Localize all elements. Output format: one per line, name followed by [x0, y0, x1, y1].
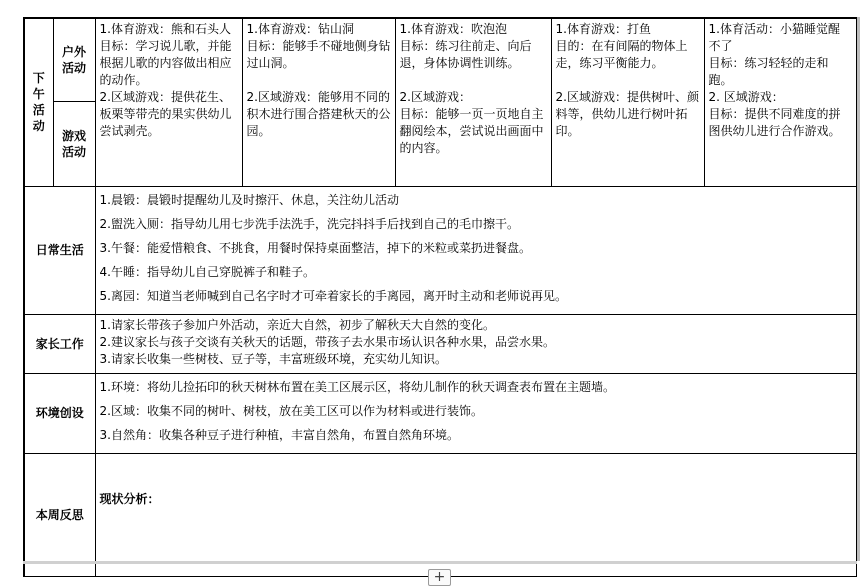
day3-line: 目标：能够一页一页地自主翻阅绘本，尝试说出画面中的内容。: [399, 107, 544, 155]
day3-line: [400, 72, 547, 89]
parent-work-content: [95, 314, 856, 373]
day5-line: 1.体育活动：小猫睡觉醒不了: [708, 22, 840, 53]
afternoon-day-3: [395, 18, 551, 186]
day3-line: 目标：练习往前走、向后退，身体协调性训练。: [399, 39, 532, 70]
parent-work-item: 3.请家长收集一些树枝、豆子等，丰富班级环境，充实幼儿知识。: [99, 351, 447, 366]
environment-item: 3.自然角：收集各种豆子进行种植，丰富自然角，布置自然角环境。: [99, 427, 459, 442]
day2-line: 目标：能够手不碰地侧身钻过山洞。: [246, 39, 391, 70]
add-row-button[interactable]: +: [428, 569, 451, 586]
page-edge-shadow: [857, 17, 860, 561]
afternoon-day-1: [95, 18, 242, 186]
day1-line: 2.区域游戏：提供花生、板栗等带壳的果实供幼儿尝试剥壳。: [99, 90, 232, 138]
parent-work-item: 2.建议家长与孩子交谈有关秋天的话题，带孩子去水果市场认识各种水果，品尝水果。: [99, 334, 555, 349]
day2-line: 1.体育游戏：钻山洞: [246, 22, 354, 36]
afternoon-activity-label: 下午活动: [24, 18, 53, 186]
day5-line: 目标：提供不同难度的拼图供幼儿进行合作游戏。: [708, 107, 841, 138]
day4-line: 1.体育游戏：打鱼: [555, 22, 651, 36]
day5-line: 目标：练习轻轻的走和跑。: [708, 56, 829, 87]
day1-line: 1.体育游戏：熊和石头人: [99, 22, 231, 36]
daily-life-item: 3.午餐：能爱惜粮食、不挑食，用餐时保持桌面整洁，掉下的米粒或菜扔进餐盘。: [99, 240, 531, 255]
day1-line: 目标：学习说儿歌，并能根据儿歌的内容做出相应的动作。: [99, 39, 232, 87]
day2-line: 2.区域游戏：能够用不同的积木进行围合搭建秋天的公园。: [246, 90, 391, 138]
parent-work-item: 1.请家长带孩子参加户外活动，亲近大自然，初步了解秋天大自然的变化。: [99, 317, 495, 332]
daily-life-item: 4.午睡：指导幼儿自己穿脱裤子和鞋子。: [99, 264, 315, 279]
afternoon-day-2: [242, 18, 395, 186]
environment-content: [95, 373, 856, 453]
day3-line: 1.体育游戏：吹泡泡: [399, 22, 507, 36]
day3-line: 2.区域游戏：: [399, 90, 471, 104]
daily-life-content: [95, 186, 856, 314]
weekly-reflection-content[interactable]: [95, 453, 856, 576]
day4-line: 目的：在有间隔的物体上走，练习平衡能力。: [555, 39, 688, 70]
weekly-plan-table: [23, 17, 857, 577]
afternoon-day-4: [551, 18, 704, 186]
day4-line: [556, 72, 700, 89]
daily-life-item: 5.离园：知道当老师喊到自己名字时才可牵着家长的手离园，离开时主动和老师说再见。: [99, 288, 567, 303]
environment-item: 1.环境：将幼儿捡拓印的秋天树林布置在美工区展示区，将幼儿制作的秋天调查表布置在主题墙。: [99, 379, 615, 394]
afternoon-day-5: [704, 18, 856, 186]
environment-item: 2.区域：收集不同的树叶、树枝，放在美工区可以作为材料或进行装饰。: [99, 403, 483, 418]
environment-label: 环境创设: [24, 373, 95, 453]
day4-line: 2.区域游戏：提供树叶、颜料等，供幼儿进行树叶拓印。: [555, 90, 699, 138]
day2-line: [247, 72, 391, 89]
page-bottom-shadow: [23, 561, 857, 564]
outdoor-activity-label: 户外活动: [53, 18, 95, 101]
daily-life-item: 2.盥洗入厕：指导幼儿用七步洗手法洗手，洗完抖抖手后找到自己的毛巾擦干。: [99, 216, 519, 231]
game-activity-label: 游戏活动: [53, 101, 95, 186]
status-analysis-heading: 现状分析：: [99, 491, 160, 506]
weekly-reflection-label: 本周反思: [24, 453, 95, 576]
daily-life-item: 1.晨锻：晨锻时提醒幼儿及时擦汗、休息，关注幼儿活动: [99, 192, 399, 207]
daily-life-label: 日常生活: [24, 186, 95, 314]
day5-line: 2. 区域游戏：: [708, 90, 784, 104]
parent-work-label: 家长工作: [24, 314, 95, 373]
